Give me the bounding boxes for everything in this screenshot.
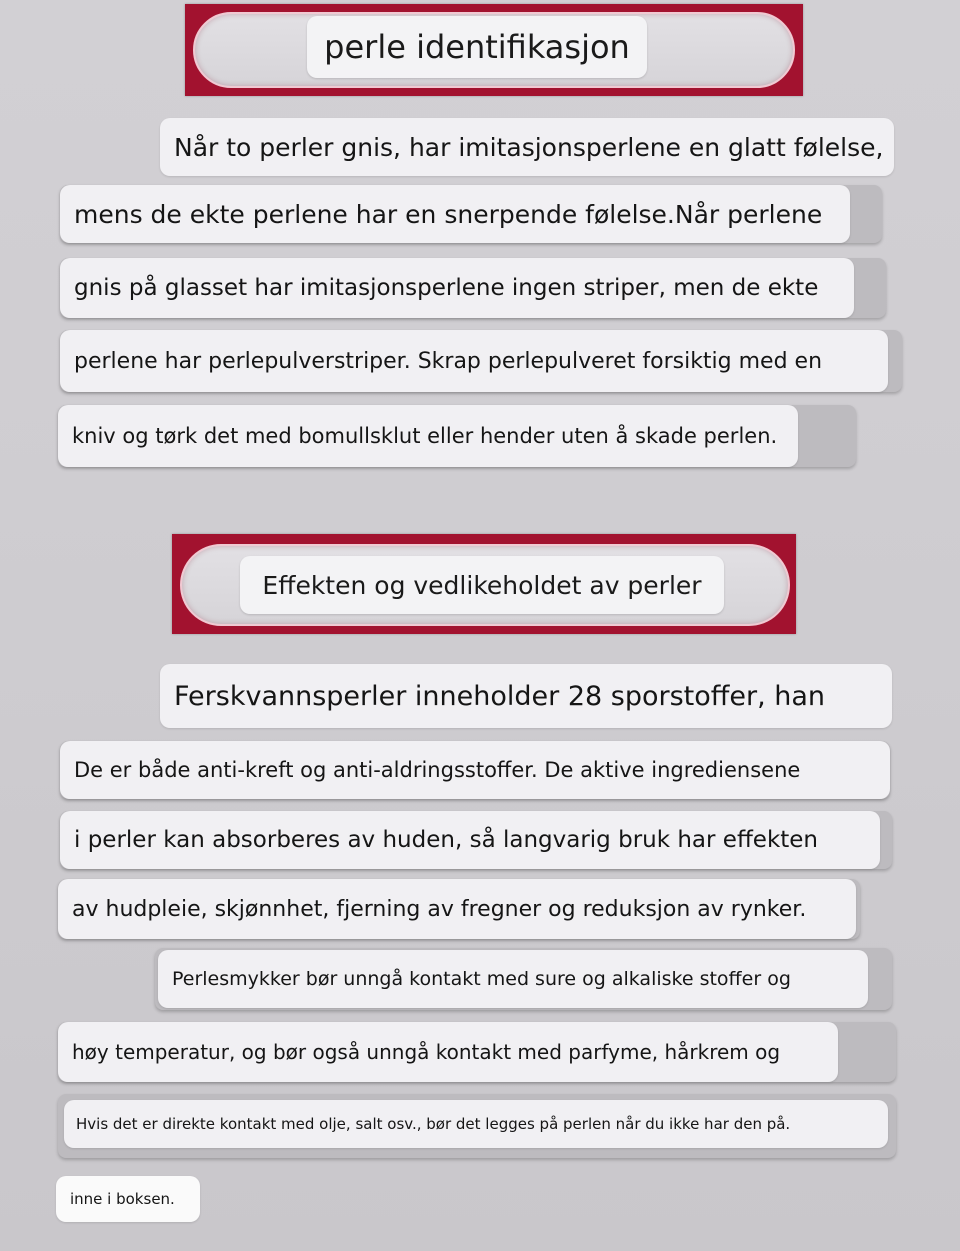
text-line: Hvis det er direkte kontakt med olje, salt osv., bør det legges på perlen når du ikke har den på. — [64, 1100, 888, 1148]
text-line: perlene har perlepulverstriper. Skrap perlepulveret forsiktig med en — [60, 330, 888, 392]
text-line: i perler kan absorberes av huden, så langvarig bruk har effekten — [60, 811, 880, 869]
text-line: gnis på glasset har imitasjonsperlene ingen striper, men de ekte — [60, 258, 854, 318]
text-line: av hudpleie, skjønnhet, fjerning av fregner og reduksjon av rynker. — [58, 879, 856, 939]
text-line: Perlesmykker bør unngå kontakt med sure og alkaliske stoffer og — [158, 950, 868, 1008]
text-line: De er både anti-kreft og anti-aldringsstoffer. De aktive ingrediensene — [60, 741, 890, 799]
section-title: perle identifikasjon — [307, 16, 647, 78]
text-line: kniv og tørk det med bomullsklut eller hender uten å skade perlen. — [58, 405, 798, 467]
text-line: inne i boksen. — [56, 1176, 200, 1222]
text-line: Når to perler gnis, har imitasjonsperlene en glatt følelse, — [160, 118, 894, 176]
section-banner-effects — [172, 534, 796, 634]
text-line: mens de ekte perlene har en snerpende følelse.Når perlene — [60, 185, 850, 243]
section-title: Effekten og vedlikeholdet av perler — [240, 556, 724, 614]
text-line: Ferskvannsperler inneholder 28 sporstoffer, han — [160, 664, 892, 728]
section-banner-identification — [185, 4, 803, 96]
text-line: høy temperatur, og bør også unngå kontakt med parfyme, hårkrem og — [58, 1022, 838, 1082]
